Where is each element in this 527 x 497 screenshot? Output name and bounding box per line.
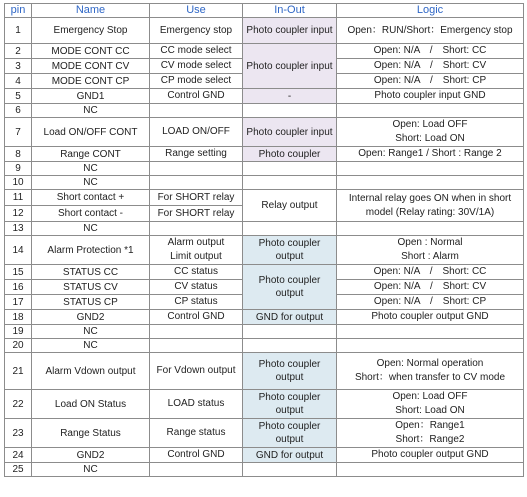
logic-cell xyxy=(337,419,524,448)
logic-line: Photo coupler output GND xyxy=(371,449,489,460)
logic-line: Open：Range1 xyxy=(395,420,465,431)
use-cell xyxy=(150,222,243,236)
use-cell xyxy=(150,295,243,310)
in-out-cell: Photo coupler input xyxy=(243,118,337,147)
name-cell: Short contact - xyxy=(32,206,150,222)
pin-cell: 2 xyxy=(5,44,32,59)
use-cell xyxy=(150,310,243,325)
logic-line: Open: N/A / Short: CP xyxy=(373,75,487,86)
logic-line: Open：RUN/Short：Emergency stop xyxy=(347,24,513,36)
name-cell: GND2 xyxy=(32,310,150,325)
logic-cell xyxy=(337,265,524,280)
pin-cell: 10 xyxy=(5,176,32,190)
in-out-cell: Photo coupler xyxy=(243,147,337,162)
use-line: Control GND xyxy=(167,449,225,460)
table-row xyxy=(5,353,524,390)
logic-cell xyxy=(337,222,524,236)
in-out-cell xyxy=(243,463,337,477)
table-row xyxy=(5,463,524,477)
header-in-out: In-Out xyxy=(243,4,337,18)
logic-cell xyxy=(337,390,524,419)
pin-cell: 24 xyxy=(5,448,32,463)
use-cell xyxy=(150,463,243,477)
in-out-cell xyxy=(243,162,337,176)
use-line: Limit output xyxy=(170,251,222,262)
pin-cell: 4 xyxy=(5,74,32,89)
use-line: CV mode select xyxy=(160,60,232,71)
pin-cell: 8 xyxy=(5,147,32,162)
pin-cell: 12 xyxy=(5,206,32,222)
use-line: CP mode select xyxy=(160,75,232,86)
name-cell: GND1 xyxy=(32,89,150,104)
use-cell xyxy=(150,89,243,104)
pin-cell: 3 xyxy=(5,59,32,74)
in-out-cell: GND for output xyxy=(243,448,337,463)
in-out-cell: Photo coupler input xyxy=(243,18,337,44)
table-row xyxy=(5,222,524,236)
name-cell: NC xyxy=(32,104,150,118)
use-cell xyxy=(150,18,243,44)
logic-cell xyxy=(337,59,524,74)
in-out-cell: Photo coupler output xyxy=(243,236,337,265)
logic-cell xyxy=(337,176,524,190)
logic-line: Internal relay goes ON when in short xyxy=(348,192,512,204)
use-cell xyxy=(150,265,243,280)
logic-line: Short：Range2 xyxy=(395,434,465,445)
name-cell: Range Status xyxy=(32,419,150,448)
logic-line: Open: N/A / Short: CP xyxy=(373,296,487,307)
in-out-cell xyxy=(243,339,337,353)
use-line: CC mode select xyxy=(160,45,232,56)
pin-cell: 11 xyxy=(5,190,32,206)
logic-line: Short：when transfer to CV mode xyxy=(354,372,506,383)
table-row xyxy=(5,339,524,353)
use-line: Control GND xyxy=(167,311,225,322)
in-out-cell: Relay output xyxy=(243,190,337,222)
pin-cell: 20 xyxy=(5,339,32,353)
use-line: For SHORT relay xyxy=(157,207,235,219)
use-cell xyxy=(150,118,243,147)
logic-cell xyxy=(337,310,524,325)
use-cell xyxy=(150,104,243,118)
use-cell xyxy=(150,44,243,59)
use-cell xyxy=(150,339,243,353)
name-cell: Range CONT xyxy=(32,147,150,162)
name-cell: NC xyxy=(32,162,150,176)
use-line: Range setting xyxy=(165,148,227,159)
pin-cell: 14 xyxy=(5,236,32,265)
use-line: For SHORT relay xyxy=(157,191,235,203)
table-row xyxy=(5,236,524,265)
name-cell: Emergency Stop xyxy=(32,18,150,44)
pin-cell: 25 xyxy=(5,463,32,477)
logic-cell xyxy=(337,44,524,59)
in-out-cell: Photo coupler output xyxy=(243,419,337,448)
in-out-cell xyxy=(243,222,337,236)
logic-cell xyxy=(337,147,524,162)
name-cell: GND2 xyxy=(32,448,150,463)
logic-line: Photo coupler input GND xyxy=(374,90,486,101)
table-row xyxy=(5,325,524,339)
table-row xyxy=(5,147,524,162)
pin-cell: 19 xyxy=(5,325,32,339)
logic-cell xyxy=(337,353,524,390)
name-cell: Alarm Vdown output xyxy=(32,353,150,390)
logic-cell xyxy=(337,190,524,222)
in-out-cell xyxy=(243,176,337,190)
use-line: LOAD ON/OFF xyxy=(162,126,230,137)
table-row xyxy=(5,104,524,118)
pin-cell: 22 xyxy=(5,390,32,419)
use-line: Emergency stop xyxy=(159,24,233,36)
name-cell: STATUS CP xyxy=(32,295,150,310)
logic-line: Short: Load ON xyxy=(395,405,465,416)
logic-line: Open: N/A / Short: CV xyxy=(373,281,487,292)
logic-cell xyxy=(337,448,524,463)
name-cell: NC xyxy=(32,176,150,190)
pin-cell: 9 xyxy=(5,162,32,176)
logic-line: Open: Normal operation xyxy=(376,358,484,369)
pin-cell: 15 xyxy=(5,265,32,280)
table-row xyxy=(5,118,524,147)
name-cell: Load ON/OFF CONT xyxy=(32,118,150,147)
logic-cell xyxy=(337,280,524,295)
table-row xyxy=(5,18,524,44)
logic-cell xyxy=(337,18,524,44)
logic-cell xyxy=(337,339,524,353)
table-row xyxy=(5,310,524,325)
in-out-cell xyxy=(243,104,337,118)
pin-cell: 1 xyxy=(5,18,32,44)
name-cell: NC xyxy=(32,463,150,477)
header-logic: Logic xyxy=(337,4,524,18)
in-out-cell: Photo coupler output xyxy=(243,353,337,390)
logic-line: Open: N/A / Short: CC xyxy=(373,45,487,56)
use-cell xyxy=(150,325,243,339)
pin-cell: 17 xyxy=(5,295,32,310)
logic-line: model (Relay rating: 30V/1A) xyxy=(365,206,495,218)
logic-line: Open: Range1 / Short : Range 2 xyxy=(358,148,502,159)
logic-line: Short : Alarm xyxy=(401,251,459,262)
table-row xyxy=(5,265,524,280)
pin-cell: 21 xyxy=(5,353,32,390)
logic-line: Open: Load OFF xyxy=(392,119,468,130)
name-cell: STATUS CC xyxy=(32,265,150,280)
pin-cell: 7 xyxy=(5,118,32,147)
name-cell: NC xyxy=(32,222,150,236)
use-cell xyxy=(150,280,243,295)
use-cell xyxy=(150,419,243,448)
pin-cell: 18 xyxy=(5,310,32,325)
logic-cell xyxy=(337,89,524,104)
use-line: For Vdown output xyxy=(156,365,236,376)
pin-cell: 6 xyxy=(5,104,32,118)
header-name: Name xyxy=(32,4,150,18)
in-out-cell xyxy=(243,325,337,339)
table-row xyxy=(5,44,524,59)
use-cell xyxy=(150,176,243,190)
table-row xyxy=(5,162,524,176)
table-row xyxy=(5,390,524,419)
logic-cell xyxy=(337,463,524,477)
use-cell xyxy=(150,448,243,463)
logic-line: Short: Load ON xyxy=(395,133,465,144)
pin-cell: 23 xyxy=(5,419,32,448)
logic-cell xyxy=(337,236,524,265)
table-row xyxy=(5,176,524,190)
logic-cell xyxy=(337,295,524,310)
logic-line: Open: N/A / Short: CV xyxy=(373,60,487,71)
pin-cell: 5 xyxy=(5,89,32,104)
header-row xyxy=(5,4,524,18)
use-line: CC status xyxy=(174,266,218,277)
name-cell: MODE CONT CV xyxy=(32,59,150,74)
use-cell xyxy=(150,59,243,74)
table-row xyxy=(5,89,524,104)
use-line: LOAD status xyxy=(167,398,225,409)
in-out-cell: GND for output xyxy=(243,310,337,325)
name-cell: MODE CONT CP xyxy=(32,74,150,89)
use-cell xyxy=(150,162,243,176)
use-cell xyxy=(150,190,243,206)
use-cell xyxy=(150,206,243,222)
table-body xyxy=(5,18,524,477)
name-cell: Alarm Protection *1 xyxy=(32,236,150,265)
in-out-cell: Photo coupler output xyxy=(243,390,337,419)
pin-cell: 16 xyxy=(5,280,32,295)
use-cell xyxy=(150,147,243,162)
in-out-cell: Photo coupler output xyxy=(243,265,337,310)
logic-cell xyxy=(337,118,524,147)
name-cell: NC xyxy=(32,339,150,353)
logic-line: Open: N/A / Short: CC xyxy=(373,266,487,277)
use-line: Range status xyxy=(166,427,226,438)
logic-cell xyxy=(337,162,524,176)
in-out-cell: - xyxy=(243,89,337,104)
use-line: CV status xyxy=(174,281,218,292)
in-out-cell: Photo coupler input xyxy=(243,44,337,89)
logic-line: Open : Normal xyxy=(397,237,463,248)
use-line: Control GND xyxy=(167,90,225,101)
use-cell xyxy=(150,236,243,265)
table-row xyxy=(5,419,524,448)
table-row xyxy=(5,190,524,206)
logic-cell xyxy=(337,104,524,118)
use-line: Alarm output xyxy=(167,237,225,248)
logic-cell xyxy=(337,74,524,89)
header-use: Use xyxy=(150,4,243,18)
logic-line: Photo coupler output GND xyxy=(371,311,489,322)
table-row xyxy=(5,448,524,463)
name-cell: Load ON Status xyxy=(32,390,150,419)
use-cell xyxy=(150,353,243,390)
pin-cell: 13 xyxy=(5,222,32,236)
use-line: CP status xyxy=(174,296,218,307)
name-cell: MODE CONT CC xyxy=(32,44,150,59)
name-cell: Short contact + xyxy=(32,190,150,206)
pin-assignment-table xyxy=(4,3,524,477)
header-pin: pin xyxy=(5,4,32,18)
name-cell: NC xyxy=(32,325,150,339)
logic-cell xyxy=(337,325,524,339)
logic-line: Open: Load OFF xyxy=(392,391,468,402)
use-cell xyxy=(150,74,243,89)
name-cell: STATUS CV xyxy=(32,280,150,295)
use-cell xyxy=(150,390,243,419)
